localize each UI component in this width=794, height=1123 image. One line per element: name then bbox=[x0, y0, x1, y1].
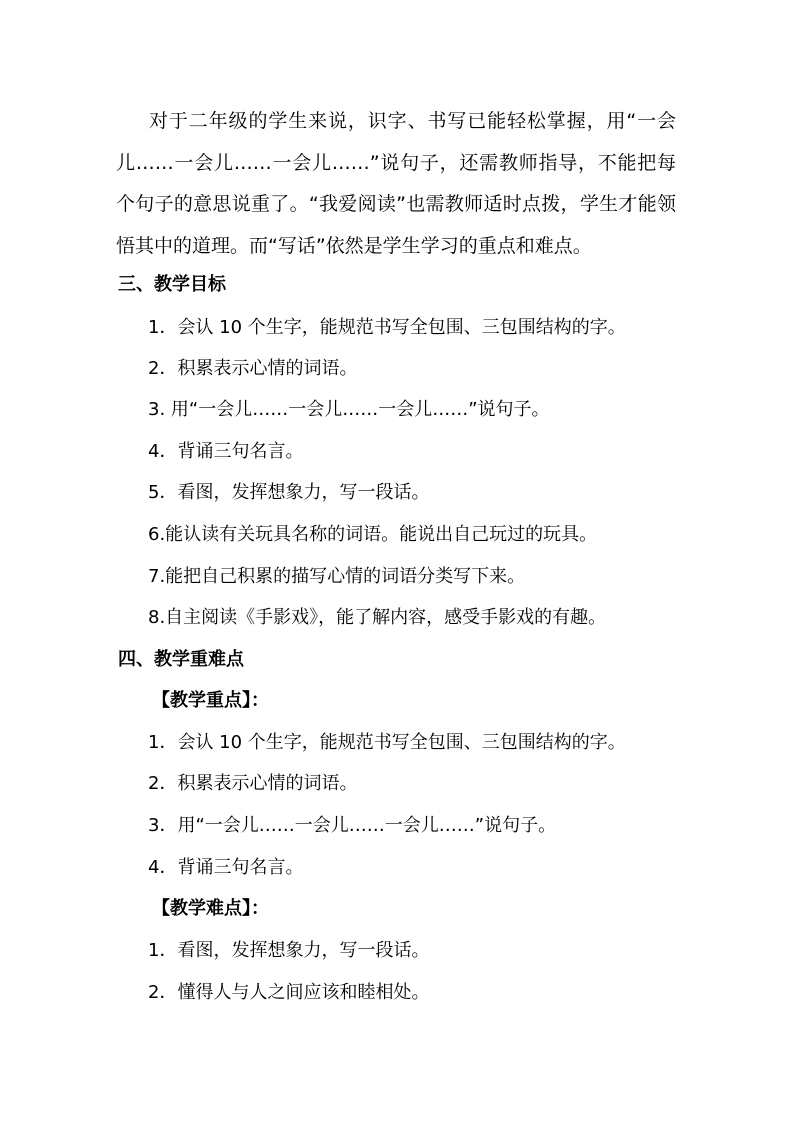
key-item-2: 2．积累表示心情的词语。 bbox=[148, 773, 358, 794]
goal-item-5: 5．看图，发挥想象力，写一段话。 bbox=[148, 482, 430, 503]
key-item-1: 1．会认 10 个生字，能规范书写全包围、三包围结构的字。 bbox=[148, 732, 626, 753]
key-points-label: 【教学重点】： bbox=[152, 690, 269, 711]
goal-item-6: 6.能认读有关玩具名称的词语。能说出自己玩过的玩具。 bbox=[148, 524, 598, 545]
goal-item-1: 1．会认 10 个生字，能规范书写全包围、三包围结构的字。 bbox=[148, 317, 626, 338]
goal-item-2: 2．积累表示心情的词语。 bbox=[148, 358, 358, 379]
goal-item-8: 8.自主阅读《手影戏》，能了解内容，感受手影戏的有趣。 bbox=[148, 607, 607, 628]
goal-item-3: 3. 用“一会儿……一会儿……一会儿……”说句子。 bbox=[148, 399, 550, 420]
difficult-item-2: 2．懂得人与人之间应该和睦相处。 bbox=[148, 982, 430, 1003]
goal-item-4: 4．背诵三句名言。 bbox=[148, 441, 304, 462]
difficult-points-label: 【教学难点】： bbox=[152, 898, 269, 919]
intro-paragraph: 对于二年级的学生来说，识字、书写已能轻松掌握，用“一会儿……一会儿……一会儿……”说句子，还需教师指导，不能把每个句子的意思说重了。“我爱阅读”也需教师适时点拨，学生才能领悟其中的道理。而“写话”依然是学生学习的重点和难点。 bbox=[116, 110, 676, 257]
key-item-3: 3．用“一会儿……一会儿……一会儿……”说句子。 bbox=[148, 815, 557, 836]
key-item-4: 4．背诵三句名言。 bbox=[148, 857, 304, 878]
section-heading-key-difficult-points: 四、教学重难点 bbox=[118, 649, 244, 670]
section-heading-teaching-goals: 三、教学目标 bbox=[118, 274, 226, 295]
difficult-item-1: 1．看图，发挥想象力，写一段话。 bbox=[148, 940, 430, 961]
goal-item-7: 7.能把自己积累的描写心情的词语分类写下来。 bbox=[148, 566, 526, 587]
